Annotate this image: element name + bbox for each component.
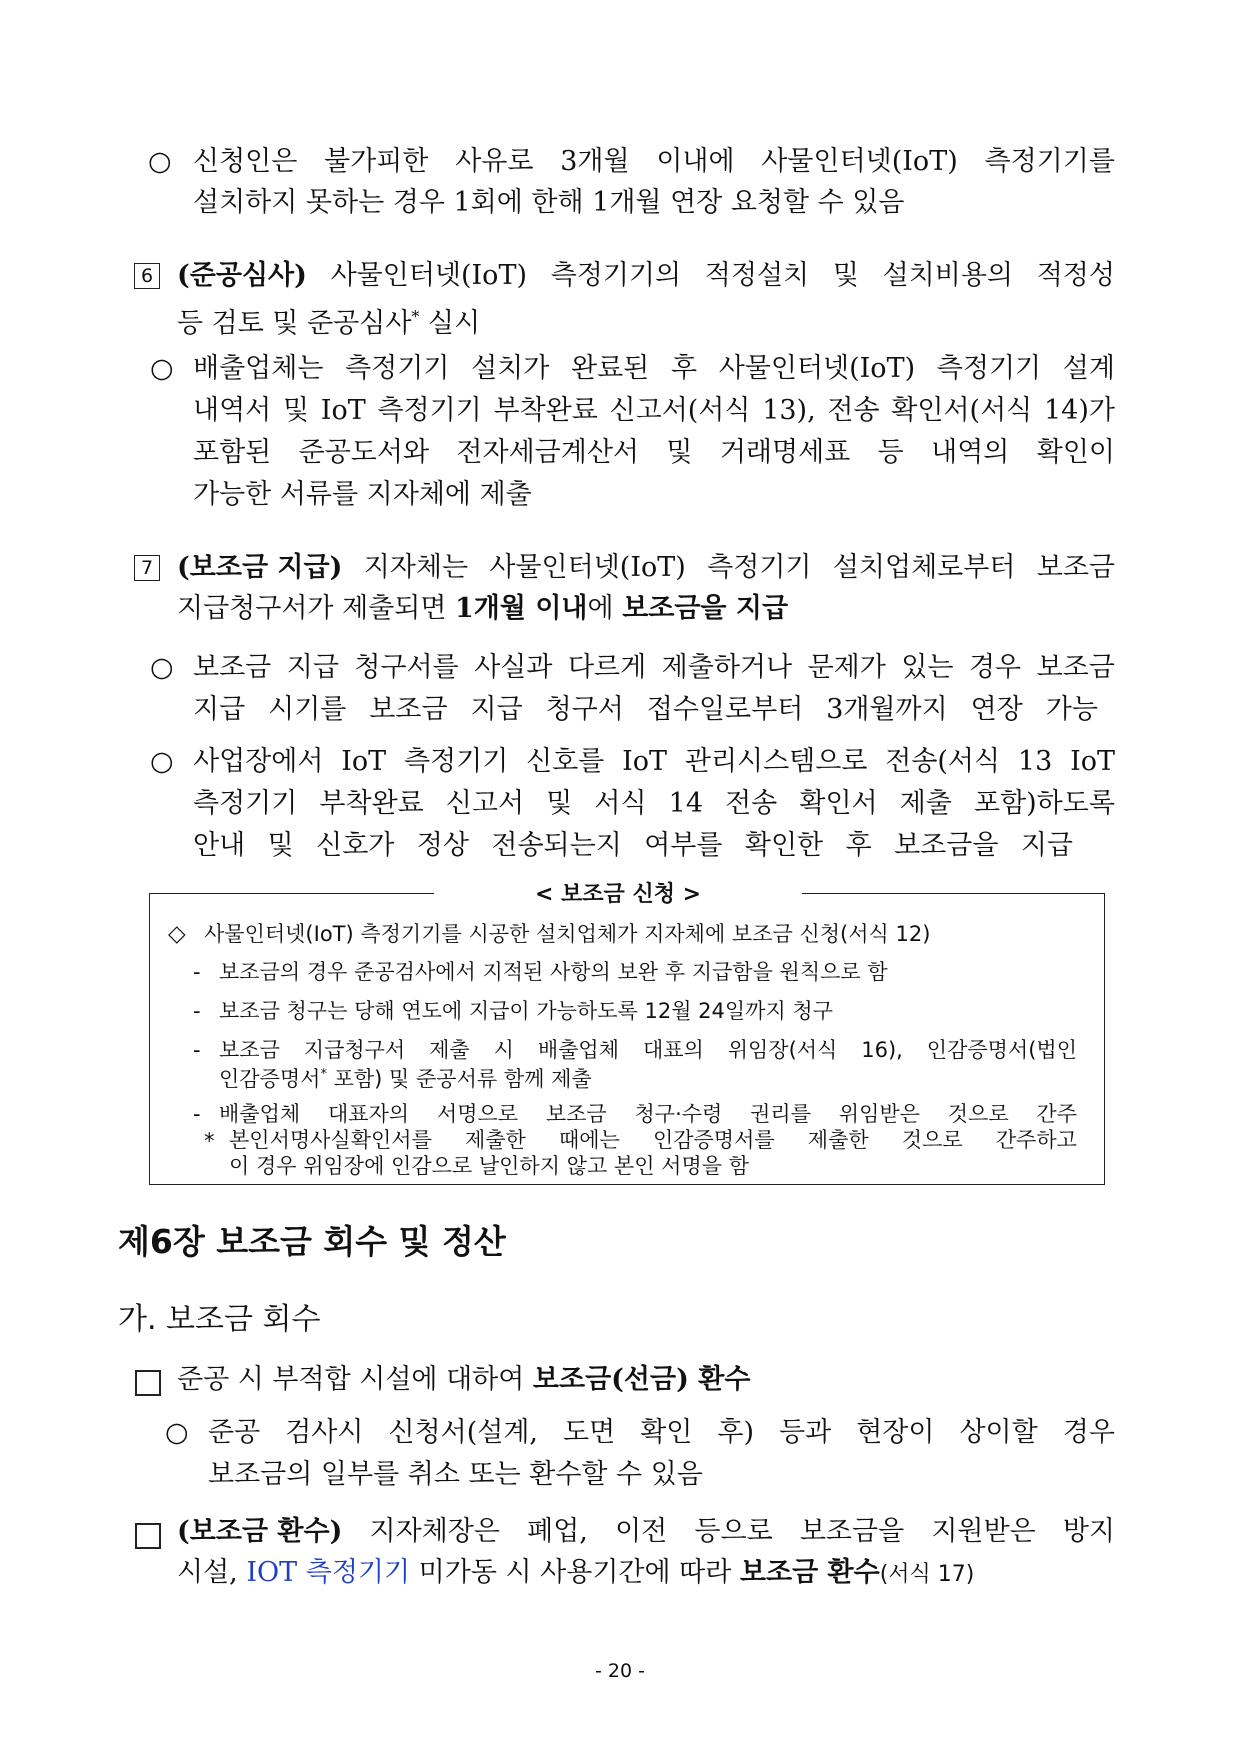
word: 보조금: [193, 652, 272, 683]
word: 신청서(설계,: [388, 1417, 538, 1448]
word: 전송: [725, 788, 778, 819]
recovery-item-2-middle: 미가동 시 사용기간에 따라: [410, 1557, 740, 1588]
word: 등과: [779, 1417, 832, 1448]
word: IoT: [341, 746, 387, 777]
word: 16),: [861, 1038, 903, 1062]
checkbox-square: [135, 1370, 161, 1396]
word: 인감증명서(법인: [926, 1038, 1077, 1062]
word: 폐업,: [527, 1516, 588, 1547]
asterisk-marker: *: [204, 1129, 215, 1153]
recovery-item-2-heading: (보조금 환수): [177, 1516, 343, 1547]
item7-line-1: [177, 551, 1115, 585]
word: 사유로: [455, 146, 534, 177]
box-main-line: 사물인터넷(IoT) 측정기기를 시공한 설치업체가 지자체에 보조금 신청(서식 12): [204, 922, 931, 946]
footnote-marker: *: [320, 1067, 327, 1082]
item6-sub-line-3: [193, 436, 1115, 470]
word: 후): [717, 1417, 754, 1448]
word: 확인한: [744, 830, 824, 861]
word: 측정기기의: [550, 260, 682, 291]
word: 사실과: [474, 652, 553, 683]
word: 상이할: [959, 1417, 1038, 1448]
word: 보조금을: [894, 830, 999, 861]
word: 확인: [640, 1417, 693, 1448]
word: 부착완료: [319, 788, 424, 819]
recovery-item-1: [177, 1363, 750, 1397]
word: 측정기기: [403, 746, 509, 777]
word: 보조금: [219, 1038, 280, 1062]
word: 청구·수령: [634, 1102, 723, 1126]
word: 사물인터넷(IoT): [489, 552, 686, 583]
word: 간주: [1036, 1102, 1077, 1126]
word: 설계: [1062, 353, 1115, 384]
word: 및: [666, 437, 693, 468]
item7-heading: (보조금 지급): [177, 552, 343, 583]
word: 확인서: [799, 788, 878, 819]
word: 지급: [470, 694, 523, 725]
dash-bullet: -: [193, 960, 201, 984]
item7-payment-phrase: 보조금을 지급: [622, 593, 789, 624]
word: 안내: [193, 830, 246, 861]
recovery-sub-line-2: 보조금의 일부를 취소 또는 환수할 수 있음: [208, 1459, 703, 1490]
word: 서식: [594, 788, 647, 819]
word: 및: [546, 788, 573, 819]
word: 시: [493, 1038, 514, 1062]
item7-line-2-text: 지급청구서가 제출되면: [177, 593, 455, 624]
word: 보조금: [1036, 552, 1115, 583]
item-number-box: 7: [134, 555, 160, 581]
word: 지급청구서: [303, 1038, 406, 1062]
item-number-box: 6: [134, 263, 160, 289]
word: 준공도서와: [298, 437, 430, 468]
word: 부착완료: [493, 395, 598, 426]
top-item-line-1: [193, 145, 1115, 179]
word: 연장: [970, 694, 1023, 725]
recovery-item-2-bold: 보조금 환수: [739, 1557, 880, 1588]
word: 13: [1017, 746, 1053, 777]
word: 거래명세표: [719, 437, 851, 468]
word: 것으로: [901, 1128, 963, 1152]
word: 문제가: [807, 652, 886, 683]
word: 있는: [901, 652, 954, 683]
checkbox-square: [135, 1523, 161, 1549]
box-note-line-1: [229, 1127, 1077, 1153]
word: 및: [267, 830, 294, 861]
footnote-marker: *: [411, 307, 420, 326]
box-detail-1: 보조금의 경우 준공검사에서 지적된 사항의 보완 후 지급함을 원칙으로 함: [219, 960, 888, 984]
word: 및: [282, 395, 310, 426]
iot-device-phrase: IOT 측정기기: [246, 1557, 411, 1588]
word: 접수일로부터: [646, 694, 804, 725]
word: 지자체는: [363, 552, 469, 583]
section-title: 가. 보조금 회수: [118, 1302, 321, 1337]
word: 이전: [615, 1516, 668, 1547]
word: 측정기기를: [984, 146, 1115, 177]
word: 및: [832, 260, 859, 291]
item6-sub-line-2: [193, 394, 1115, 428]
word: 측정기기: [707, 552, 812, 583]
word: 확인서(서식: [891, 395, 1033, 426]
circle-bullet: ○: [150, 353, 174, 384]
word: 제출한: [807, 1128, 869, 1152]
word: 완료된: [571, 353, 650, 384]
recovery-item-1-text: 준공 시 부적합 시설에 대하여: [177, 1364, 533, 1395]
word: 준공: [208, 1417, 261, 1448]
word: 지급: [1020, 830, 1073, 861]
item6-sub-line-4: 가능한 서류를 지자체에 제출: [193, 479, 532, 510]
word: 보조금: [369, 694, 448, 725]
item6-sub-line-1: [193, 352, 1115, 386]
word: 제출하거나: [661, 652, 793, 683]
word: 14: [668, 788, 703, 819]
recovery-item-1-bold: 보조금(선금) 환수: [532, 1364, 751, 1395]
item6-heading: (준공심사): [177, 260, 307, 291]
form-reference: (서식 17): [879, 1562, 975, 1587]
word: 전송: [827, 395, 880, 426]
word: 내역서: [193, 395, 272, 426]
word: 지자체장은: [369, 1516, 500, 1547]
word: 설치비용의: [882, 260, 1014, 291]
word: 방지: [1062, 1516, 1115, 1547]
recovery-sub-line-1: [208, 1416, 1115, 1450]
box-detail-2: 보조금 청구는 당해 연도에 지급이 가능하도록 12월 24일까지 청구: [219, 999, 833, 1023]
word: 시기를: [268, 694, 347, 725]
word: 측정기기: [193, 788, 298, 819]
top-item-line-2: 설치하지 못하는 경우 1회에 한해 1개월 연장 요청할 수 있음: [193, 187, 905, 218]
box-title: < 보조금 신청 >: [434, 881, 802, 909]
word: 포함된: [193, 437, 272, 468]
word: 사물인터넷(IoT): [761, 146, 958, 177]
diamond-bullet: ◇: [168, 921, 186, 947]
word: 가능: [1045, 694, 1098, 725]
box-detail-3-text: 인감증명서: [219, 1067, 321, 1091]
recovery-item-2-line-2: [177, 1556, 974, 1592]
word: 경우: [968, 652, 1022, 683]
word: 제출: [429, 1038, 470, 1062]
word: 지원받은: [931, 1516, 1036, 1547]
word: 경우: [1062, 1417, 1115, 1448]
word: 13),: [762, 395, 816, 426]
item7-sub2-line-3: [193, 829, 1073, 863]
word: 검사시: [285, 1417, 364, 1448]
word: 배출업체: [537, 1038, 620, 1062]
word: 서명으로: [436, 1102, 519, 1126]
dash-bullet: -: [193, 1102, 201, 1126]
word: 배출업체: [219, 1102, 301, 1126]
word: 간주하고: [995, 1128, 1077, 1152]
word: IoT: [1070, 746, 1115, 777]
word: 전송되는지: [491, 830, 622, 861]
circle-bullet: ○: [150, 746, 174, 777]
word: 제출: [899, 788, 952, 819]
word: 적정성: [1036, 260, 1115, 291]
circle-bullet: ○: [148, 146, 172, 177]
word: 확인이: [1036, 437, 1115, 468]
word: 3개월: [560, 146, 630, 177]
word: 신청인은: [193, 146, 298, 177]
word: 사물인터넷(IoT): [330, 260, 527, 291]
word: 보조금을: [799, 1516, 905, 1547]
word: 대표의: [642, 1038, 704, 1062]
item7-line-2-particle: 에: [587, 593, 623, 624]
item7-line-2: [177, 592, 788, 626]
word: 설치가: [471, 353, 550, 384]
circle-bullet: ○: [165, 1417, 189, 1448]
word: 관리시스템으로: [684, 746, 868, 777]
word: 측정기기: [936, 353, 1042, 384]
word: 것으로: [947, 1102, 1009, 1126]
word: 불가피한: [324, 146, 429, 177]
word: 보조금: [545, 1102, 607, 1126]
item6-line-1: [177, 259, 1115, 293]
word: IoT: [320, 395, 366, 426]
dash-bullet: -: [193, 1038, 201, 1062]
word: 14)가: [1043, 395, 1115, 426]
word: 사물인터넷(IoT): [718, 353, 916, 384]
box-detail-3-tail: 포함) 및 준공서류 함께 제출: [326, 1067, 592, 1091]
box-detail-3-line-1: [219, 1037, 1077, 1063]
word: IoT: [622, 746, 668, 777]
box-detail-3-line-2: [219, 1062, 592, 1092]
word: 보조금: [1036, 652, 1115, 683]
item7-sub1-line-1: [193, 651, 1115, 685]
word: 사업장에서: [193, 746, 324, 777]
word: 등으로: [694, 1516, 773, 1547]
chapter-title: 제6장 보조금 회수 및 정산: [118, 1222, 506, 1261]
word: 도면: [563, 1417, 616, 1448]
word: 후: [670, 353, 698, 384]
word: 등: [877, 437, 904, 468]
word: 신호가: [316, 830, 395, 861]
word: 위임장(서식: [727, 1038, 838, 1062]
item7-deadline: 1개월 이내: [455, 593, 588, 624]
word: 포함)하도록: [973, 788, 1115, 819]
word: 권리를: [750, 1102, 811, 1126]
word: 전송(서식: [885, 746, 1001, 777]
word: 여부를: [644, 830, 723, 861]
word: 이내에: [656, 146, 735, 177]
word: 신고서: [445, 788, 525, 819]
recovery-item-2-line-1: [177, 1515, 1115, 1549]
word: 다르게: [567, 652, 647, 683]
word: 청구서: [545, 694, 624, 725]
word: 청구서를: [354, 652, 459, 683]
word: 정상: [416, 830, 469, 861]
item7-sub2-line-2: [193, 787, 1115, 821]
word: 내역의: [931, 437, 1010, 468]
word: 신고서(서식: [609, 395, 751, 426]
word: 본인서명사실확인서를: [229, 1128, 432, 1152]
item6-line-2-tail: 실시: [419, 308, 481, 339]
word: 3개월까지: [826, 694, 948, 725]
item6-line-2: [177, 300, 480, 341]
item6-line-2-text: 등 검토 및 준공심사: [177, 308, 412, 339]
word: 인감증명서를: [652, 1128, 775, 1152]
word: 때에는: [558, 1128, 620, 1152]
dash-bullet: -: [193, 999, 201, 1023]
word: 측정기기: [345, 353, 450, 384]
item7-sub1-line-2: [193, 693, 1098, 727]
word: 전자세금계산서: [456, 437, 639, 468]
word: 측정기기: [377, 395, 482, 426]
word: 위임받은: [838, 1102, 920, 1126]
recovery-item-2-text: 시설,: [177, 1557, 247, 1588]
word: 대표자의: [327, 1102, 410, 1126]
word: 설치업체로부터: [832, 552, 1016, 583]
circle-bullet: ○: [150, 652, 174, 683]
word: 신호를: [526, 746, 605, 777]
word: 제출한: [464, 1128, 526, 1152]
box-note-line-2: 이 경우 위임장에 인감으로 날인하지 않고 본인 서명을 함: [229, 1154, 749, 1178]
word: 지급: [286, 652, 339, 683]
word: 적정설치: [704, 260, 810, 291]
page-number: - 20 -: [595, 1660, 645, 1682]
word: 후: [845, 830, 872, 861]
word: 현장이: [856, 1417, 935, 1448]
item7-sub2-line-1: [193, 745, 1115, 779]
word: 지급: [193, 694, 246, 725]
box-detail-4: [219, 1101, 1077, 1127]
word: 배출업체는: [193, 353, 324, 384]
